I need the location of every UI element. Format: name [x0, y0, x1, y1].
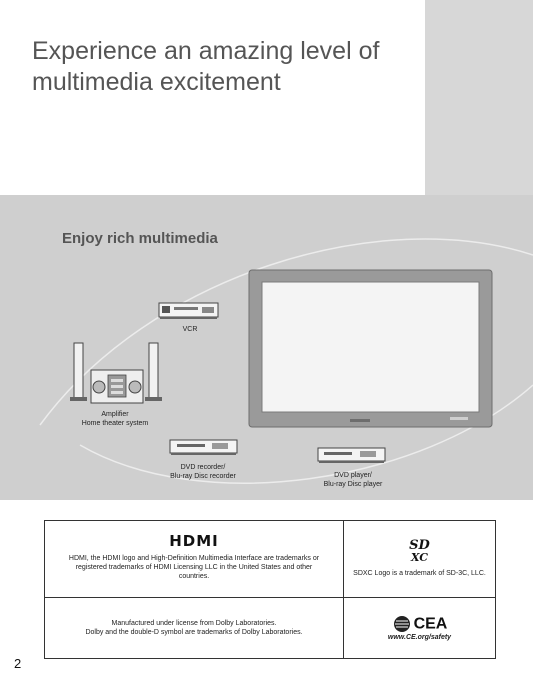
cea-globe-icon: [392, 615, 412, 633]
trademark-table: [44, 520, 496, 659]
vcr-icon: [159, 303, 218, 319]
sdxc-logo-top: SD: [409, 538, 430, 553]
dvd-player-label: [310, 471, 396, 489]
dolby-cell: [45, 598, 344, 659]
dolby-text-line1: Manufactured under license from Dolby Laboratories.: [111, 620, 277, 627]
dvd-recorder-label-line1: DVD recorder/: [180, 464, 226, 471]
dvd-player-label-line2: Blu-ray Disc player: [323, 481, 383, 488]
hdmi-trademark-text: HDMI, the HDMI logo and High-Definition Multimedia Interface are trademarks or registered trademarks of HDMI Licensing LLC in the United States and other countries.: [68, 555, 320, 580]
page-number: 2: [14, 656, 22, 671]
sdxc-logo: [350, 540, 489, 563]
page-title: Experience an amazing level of multimedia excitement: [32, 37, 380, 96]
amplifier-label-line2: Home theater system: [81, 420, 149, 427]
trademark-row-1: [45, 521, 496, 598]
hdmi-cell: [45, 521, 344, 598]
sdxc-cell: [344, 521, 496, 598]
cea-cell: [344, 598, 496, 659]
section-subtitle: Enjoy rich multimedia: [62, 230, 218, 247]
trademark-row-2: [45, 598, 496, 659]
dvd-player-label-line1: DVD player/: [334, 472, 372, 479]
cea-logo: [392, 615, 448, 633]
cea-url: www.CE.org/safety: [387, 633, 452, 641]
home-theater-icon: [70, 343, 162, 403]
dvd-recorder-label: [160, 463, 246, 481]
dolby-text-line2: Dolby and the double-D symbol are trademarks of Dolby Laboratories.: [85, 629, 303, 636]
dvd-player-icon: [318, 448, 385, 463]
dvd-recorder-icon: [170, 440, 237, 455]
dvd-recorder-label-line2: Blu-ray Disc recorder: [170, 473, 236, 480]
sdxc-logo-bottom: XC: [410, 551, 429, 564]
amplifier-label: [68, 410, 162, 428]
tv-icon: [249, 270, 492, 427]
amplifier-label-line1: Amplifier: [101, 411, 129, 418]
hdmi-logo: HDMI: [169, 532, 219, 550]
cea-logo-text: CEA: [413, 615, 448, 632]
header-gray-column: [425, 0, 533, 195]
sdxc-trademark-text: SDXC Logo is a trademark of SD-3C, LLC.: [353, 570, 486, 577]
vcr-label: VCR: [182, 326, 198, 333]
